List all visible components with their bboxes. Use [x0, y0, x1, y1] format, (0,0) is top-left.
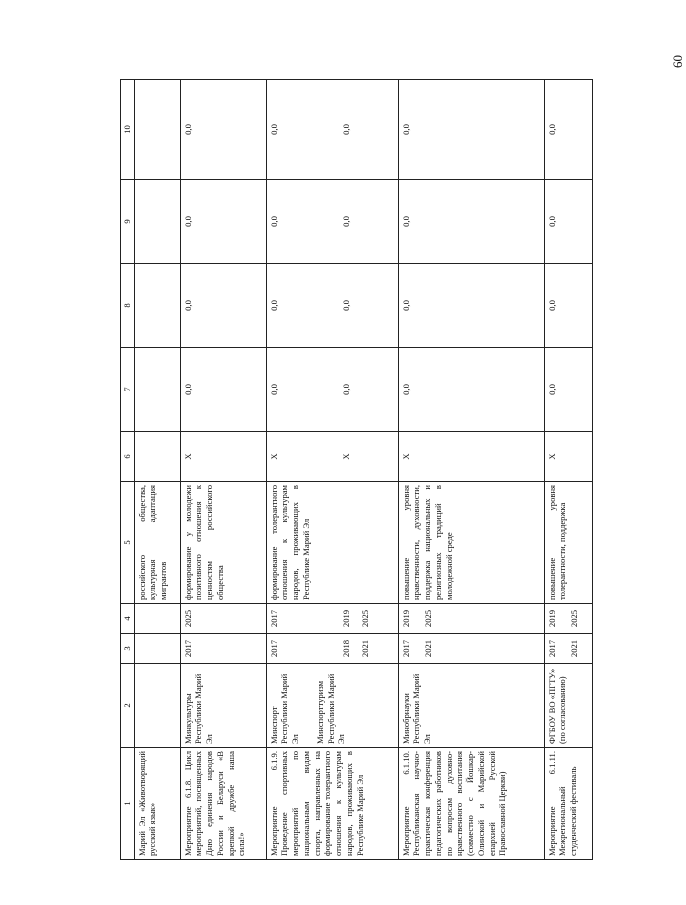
- value-cell: 0,0: [180, 348, 266, 432]
- end-year-cell: 2025: [180, 604, 266, 634]
- table-row: [134, 80, 180, 860]
- mark-cell: [266, 432, 398, 482]
- executor-cell: [134, 664, 180, 748]
- start-year-cell: 2017: [180, 634, 266, 664]
- year-text: 2021: [423, 639, 434, 658]
- end-year-cell: [544, 604, 592, 634]
- activity-name-cell: Мероприятие 6.1.8. Цикл мероприятий, посвященных Дню единения народов России и Беларуси «В крепкой дружбе наша сила!»: [180, 748, 266, 860]
- column-header: 3: [121, 634, 135, 664]
- value-text: 0,0: [268, 300, 279, 311]
- value-text: 0,0: [341, 124, 352, 135]
- value-text: 0,0: [341, 300, 352, 311]
- value-text: 0,0: [268, 124, 279, 135]
- column-header: 4: [121, 604, 135, 634]
- result-cell: повышение уровня толерантности, поддержка: [544, 482, 592, 604]
- executor-text: Минспорттуризм Республики Марий Эл: [314, 673, 347, 744]
- value-cell: 0,0: [544, 180, 592, 264]
- column-header: 5: [121, 482, 135, 604]
- table-row: [180, 80, 266, 860]
- year-text: 2019: [546, 609, 557, 628]
- column-header: 8: [121, 264, 135, 348]
- column-header: 10: [121, 80, 135, 180]
- column-header: 9: [121, 180, 135, 264]
- value-cell: [134, 80, 180, 180]
- year-text: 2017: [268, 639, 279, 658]
- column-header: 6: [121, 432, 135, 482]
- value-cell: 0,0: [398, 80, 544, 180]
- program-activities-table: [120, 79, 593, 860]
- value-text: 0,0: [268, 216, 279, 227]
- activity-name-cell: Мероприятие 6.1.11. Межрегиональный студенческий фестиваль: [544, 748, 592, 860]
- end-year-cell: [398, 604, 544, 634]
- table-row: [544, 80, 592, 860]
- value-text: 0,0: [268, 384, 279, 395]
- value-cell: 0,0: [398, 264, 544, 348]
- year-text: 2025: [423, 609, 434, 628]
- activity-name-cell: Мероприятие 6.1.10. Республиканская научно-практическая конференция педагогических работников по вопросам духовно-нравственного воспитания (совместно с Йошкар-Олинской и Марийской епархией Русской Православной Церкви): [398, 748, 544, 860]
- executor-cell: ФГБОУ ВО «ПГТУ» (по согласованию): [544, 664, 592, 748]
- value-cell: 0,0: [180, 180, 266, 264]
- mark-cell: X: [398, 432, 544, 482]
- end-year-cell: [134, 604, 180, 634]
- start-year-cell: [266, 634, 398, 664]
- executor-cell: [266, 664, 398, 748]
- year-text: 2017: [546, 639, 557, 658]
- column-header: 2: [121, 664, 135, 748]
- mark-cell: X: [544, 432, 592, 482]
- executor-text: Минспорт Республики Марий Эл: [268, 673, 301, 744]
- year-text: 2019: [400, 609, 411, 628]
- start-year-cell: [398, 634, 544, 664]
- value-cell: 0,0: [544, 348, 592, 432]
- value-cell: [134, 348, 180, 432]
- value-text: 0,0: [341, 216, 352, 227]
- value-cell: 0,0: [544, 80, 592, 180]
- value-cell: 0,0: [180, 80, 266, 180]
- year-text: 2021: [360, 639, 371, 658]
- year-text: 2025: [569, 609, 580, 628]
- value-cell: [266, 348, 398, 432]
- activity-name-cell: Мероприятие 6.1.9. Проведение спортивных мероприятий по национальным видам спорта, направленных на формирование толерантного отношения к культурам народов, проживающих в Республике Марий Эл: [266, 748, 398, 860]
- start-year-cell: [544, 634, 592, 664]
- value-cell: 0,0: [398, 180, 544, 264]
- header-row: [121, 80, 135, 860]
- column-header: 1: [121, 748, 135, 860]
- mark-cell: X: [180, 432, 266, 482]
- start-year-cell: [134, 634, 180, 664]
- table-row: [398, 80, 544, 860]
- end-year-cell: [266, 604, 398, 634]
- year-text: 2021: [569, 639, 580, 658]
- value-cell: [266, 264, 398, 348]
- year-text: 2017: [268, 609, 279, 628]
- page-number: 60: [670, 55, 685, 68]
- value-text: 0,0: [341, 384, 352, 395]
- value-cell: 0,0: [544, 264, 592, 348]
- activity-name-cell: Марий Эл «Животворящий русский язык»: [134, 748, 180, 860]
- value-cell: 0,0: [398, 348, 544, 432]
- executor-cell: Минобрнауки Республики Марий Эл: [398, 664, 544, 748]
- year-text: 2018: [341, 639, 352, 658]
- mark-text: X: [341, 453, 352, 460]
- year-text: 2025: [360, 609, 371, 628]
- mark-cell: [134, 432, 180, 482]
- mark-text: X: [268, 453, 279, 460]
- result-cell: российского общества, культурная адаптация мигрантов: [134, 482, 180, 604]
- year-text: 2017: [400, 639, 411, 658]
- value-cell: [266, 180, 398, 264]
- year-text: 2019: [341, 609, 352, 628]
- executor-cell: Минкультуры Республики Марий Эл: [180, 664, 266, 748]
- result-cell: формирование у молодежи позитивного отношения к ценностям российского общества: [180, 482, 266, 604]
- result-cell: формирование толерантного отношения к культурам народов, проживающих в Республике Марий Эл: [266, 482, 398, 604]
- column-header: 7: [121, 348, 135, 432]
- table-row: [266, 80, 398, 860]
- value-cell: [134, 264, 180, 348]
- value-cell: 0,0: [180, 264, 266, 348]
- value-cell: [134, 180, 180, 264]
- value-cell: [266, 80, 398, 180]
- result-cell: повышение уровня нравственности, духовности, поддержка национальных и религиозных традиций в молодежной среде: [398, 482, 544, 604]
